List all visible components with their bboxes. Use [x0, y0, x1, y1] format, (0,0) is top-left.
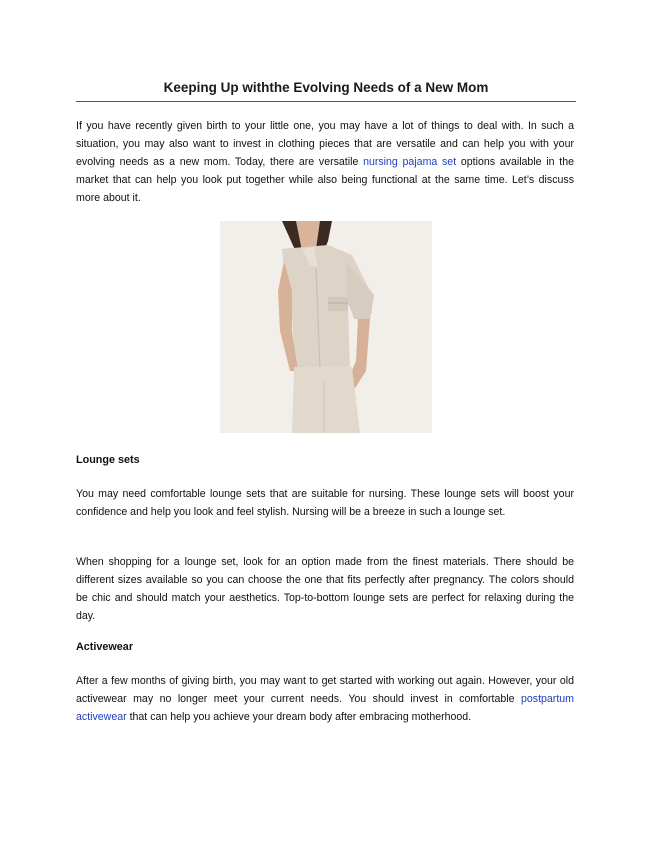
- postpartum-activewear-link[interactable]: postpartum activewear: [76, 693, 574, 723]
- section-heading-activewear: Activewear: [76, 641, 134, 653]
- activewear-text-after-link: that can help you achieve your dream body after embracing motherhood.: [126, 711, 472, 723]
- intro-paragraph: [76, 117, 574, 207]
- woman-in-pajama-illustration: [220, 221, 432, 433]
- title-divider: [76, 101, 576, 102]
- nursing-pajama-set-link[interactable]: nursing pajama set: [363, 156, 457, 168]
- lounge-sets-paragraph-2: When shopping for a lounge set, look for an option made from the finest materials. There should be different sizes available so you can choose the one that fits perfectly after pregnancy. The colors should be chic and should match your aesthetics. Top-to-bottom lounge sets are perfect for relaxing during the day.: [76, 556, 574, 622]
- intro-text-after-link: options available in the market that can help you look put together while also being functional at the same time. Let’s discuss more about it.: [76, 156, 574, 204]
- page-title: Keeping Up withthe Evolving Needs of a New Mom: [163, 80, 489, 95]
- intro-text-before-link: If you have recently given birth to your little one, you may have a lot of things to deal with. In such a situation, you may also want to invest in clothing pieces that are versatile and can help you with your evolving needs as a new mom. Today, there are versatile: [76, 120, 574, 168]
- activewear-text-before-link: After a few months of giving birth, you may want to get started with working out again. However, your old activewear may no longer meet your current needs. You should invest in comfortable: [76, 675, 574, 705]
- activewear-paragraph: [76, 672, 574, 726]
- section-heading-lounge-sets: Lounge sets: [76, 454, 140, 466]
- product-photo: [220, 221, 432, 433]
- lounge-sets-paragraph-1: You may need comfortable lounge sets that are suitable for nursing. These lounge sets will boost your confidence and help you look and feel stylish. Nursing will be a breeze in such a lounge set.: [76, 488, 574, 518]
